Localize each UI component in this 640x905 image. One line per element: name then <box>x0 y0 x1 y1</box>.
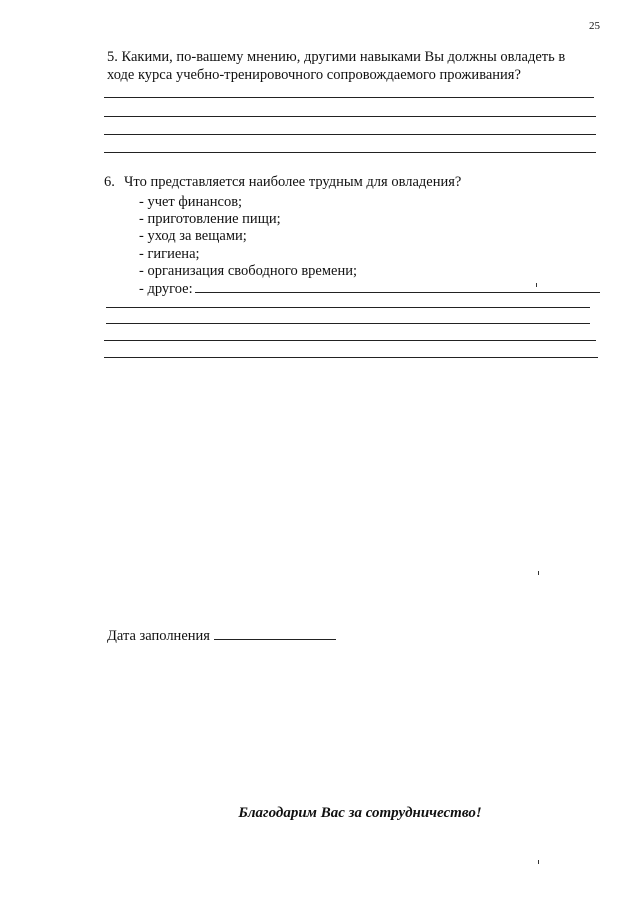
date-row <box>107 627 336 645</box>
option-hygiene: - гигиена; <box>139 245 200 262</box>
option-other-label: - другое: <box>139 281 193 298</box>
question-5-line-1: 5. Какими, по-вашему мнению, другими навыками Вы должны овладеть в <box>107 49 566 65</box>
thanks-message: Благодарим Вас за сотрудничество! <box>238 805 482 821</box>
scan-speck <box>536 283 537 287</box>
page-number: 25 <box>589 20 600 32</box>
scan-speck <box>538 860 539 864</box>
option-cooking: - приготовление пищи; <box>139 211 281 228</box>
scan-speck <box>538 571 539 575</box>
option-free-time: - организация свободного времени; <box>139 262 358 279</box>
other-answer-line[interactable] <box>195 280 600 293</box>
question-6-options <box>139 194 600 298</box>
question-6-number: 6. <box>104 174 115 190</box>
question-6-text: Что представляется наиболее трудным для овладения? <box>124 174 462 190</box>
option-clothes-care: - уход за вещами; <box>139 228 247 245</box>
answer-line[interactable] <box>106 307 590 308</box>
answer-line[interactable] <box>104 97 594 98</box>
date-label: Дата заполнения <box>107 628 210 644</box>
option-finances: - учет финансов; <box>139 194 243 210</box>
answer-line[interactable] <box>104 152 596 153</box>
option-other <box>139 280 600 298</box>
answer-line[interactable] <box>104 357 598 358</box>
answer-line[interactable] <box>106 323 590 324</box>
question-5-line-2: ходе курса учебно-тренировочного сопровождаемого проживания? <box>107 67 521 83</box>
answer-line[interactable] <box>104 340 596 341</box>
date-field[interactable] <box>214 627 336 640</box>
answer-line[interactable] <box>104 134 596 135</box>
answer-line[interactable] <box>104 116 596 117</box>
